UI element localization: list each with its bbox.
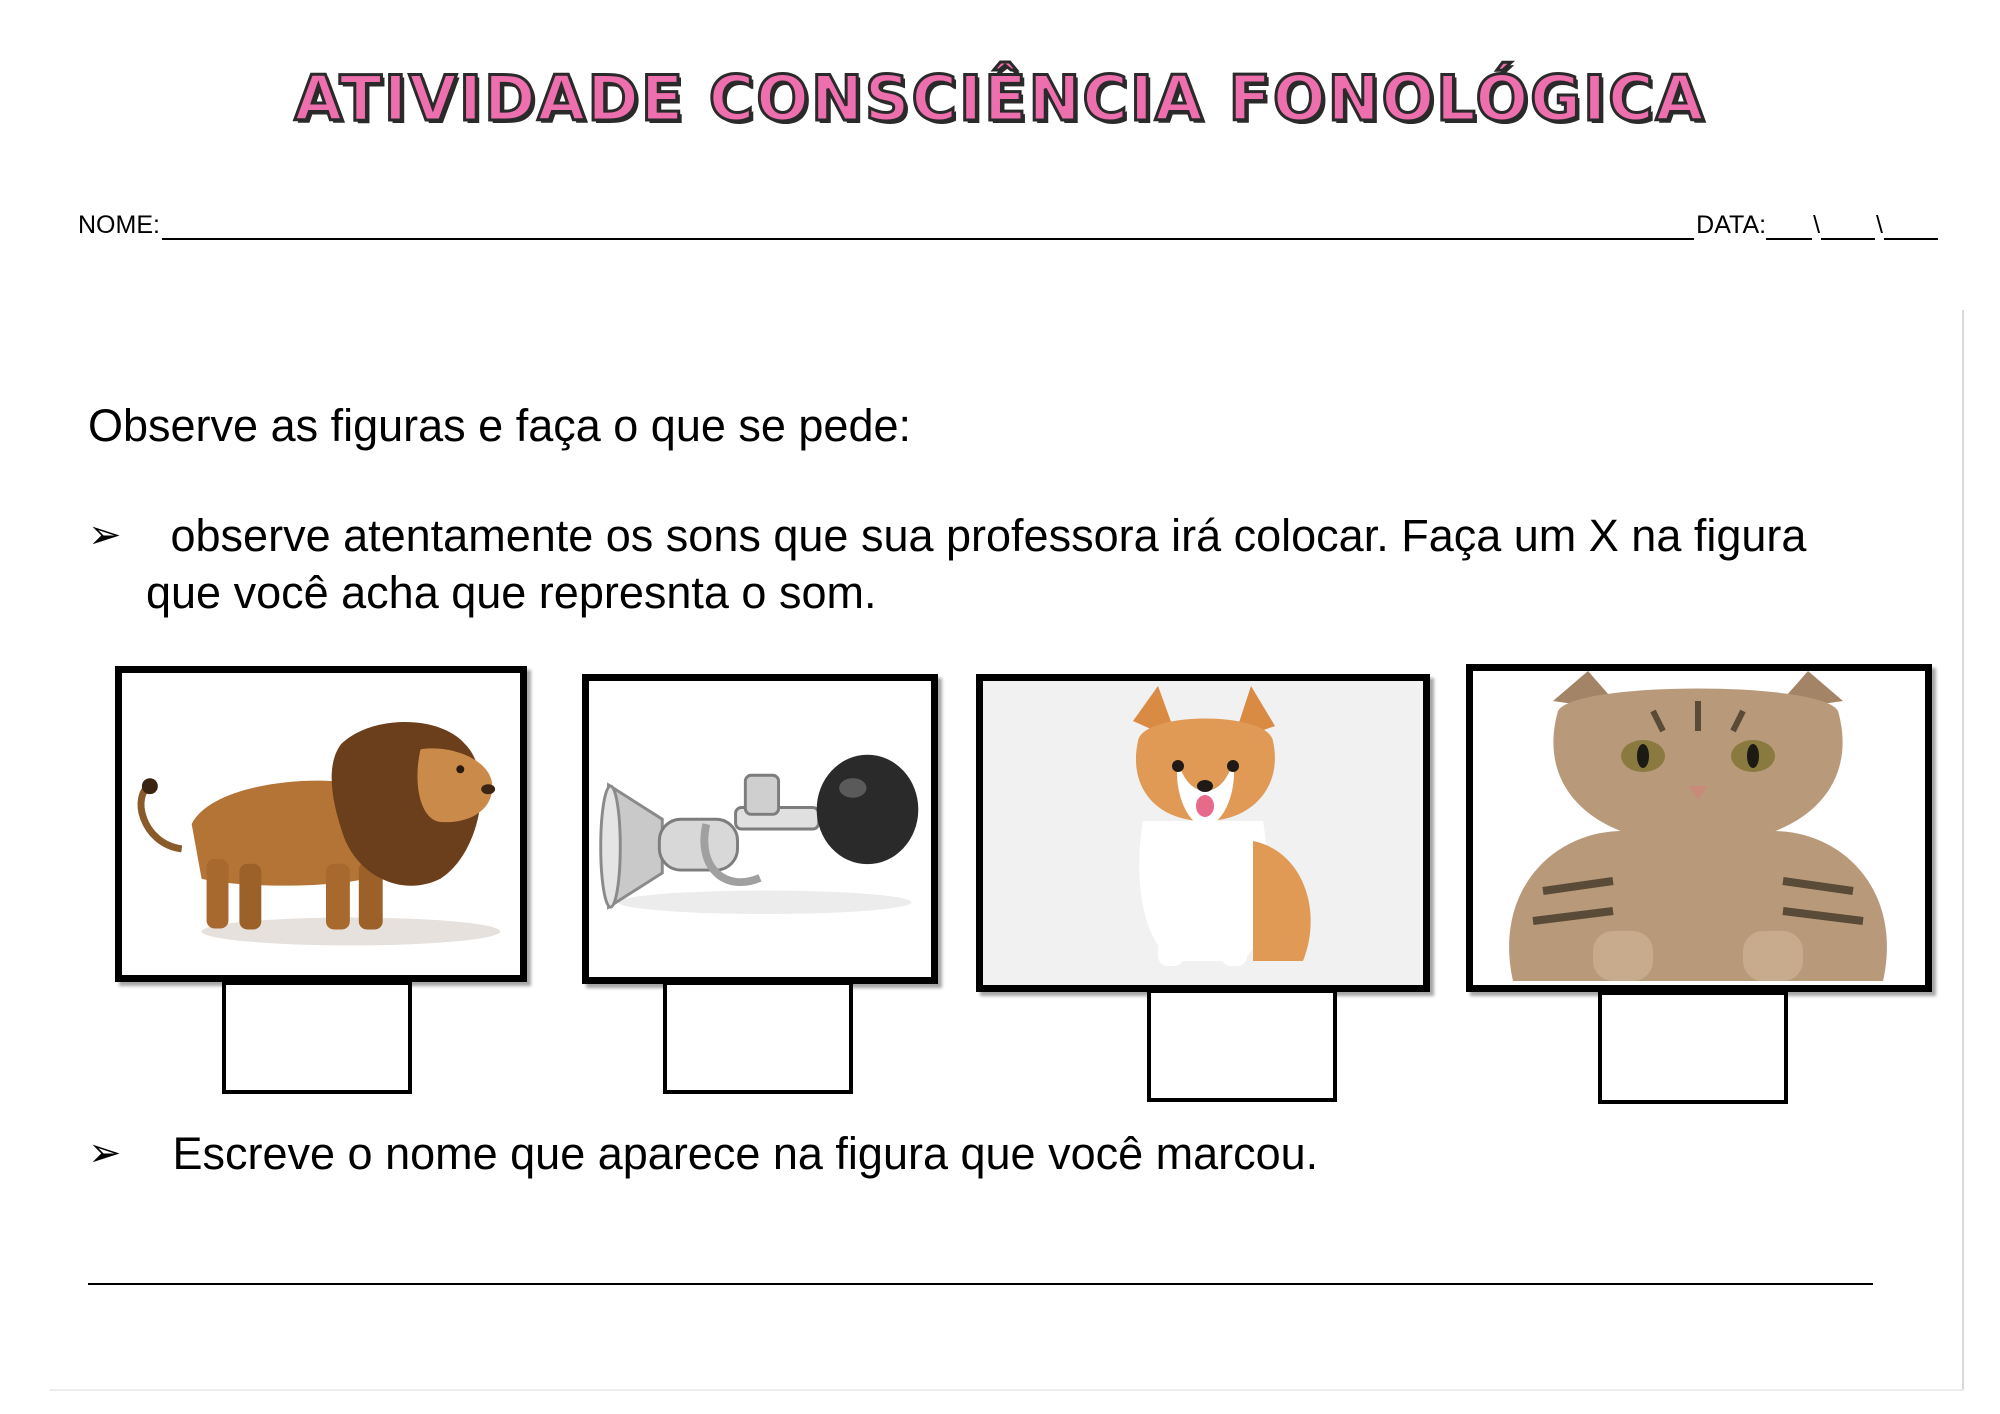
figure-dog[interactable] bbox=[976, 674, 1430, 992]
figure-horn[interactable] bbox=[582, 674, 938, 984]
date-day-blank[interactable] bbox=[1766, 216, 1812, 240]
bullet-1-line-2: que você acha que represnta o som. bbox=[146, 567, 877, 618]
figure-lion[interactable] bbox=[115, 666, 527, 982]
date-year-blank[interactable] bbox=[1884, 216, 1938, 240]
bullet-1-line-1: observe atentamente os sons que sua professora irá colocar. Faça um X na figura bbox=[158, 510, 1807, 561]
tabby-cat-icon bbox=[1473, 671, 1925, 985]
date-separator: \ bbox=[1876, 211, 1883, 239]
name-label: NOME: bbox=[78, 211, 160, 239]
page-title: ATIVIDADE CONSCIÊNCIA FONOLÓGICA bbox=[294, 62, 1706, 135]
instruction-bullet-1 bbox=[88, 507, 1958, 621]
instruction-bullet-2 bbox=[88, 1125, 1960, 1182]
answer-box-2[interactable] bbox=[663, 981, 853, 1094]
corgi-dog-icon bbox=[983, 681, 1423, 985]
answer-writing-line[interactable] bbox=[88, 1283, 1873, 1285]
name-blank[interactable] bbox=[162, 216, 1694, 240]
lion-icon bbox=[122, 673, 520, 975]
date-label: DATA: bbox=[1696, 211, 1767, 239]
date-separator: \ bbox=[1813, 211, 1821, 239]
answer-box-1[interactable] bbox=[222, 981, 412, 1094]
answer-box-4[interactable] bbox=[1598, 991, 1788, 1104]
student-info-line bbox=[78, 210, 1938, 240]
bicycle-horn-icon bbox=[589, 681, 931, 977]
page-border-right bbox=[1962, 310, 1964, 1390]
arrow-bullet-icon: ➢ bbox=[88, 1131, 122, 1175]
bullet-2-text: Escreve o nome que aparece na figura que você marcou. bbox=[160, 1128, 1319, 1179]
answer-box-3[interactable] bbox=[1147, 989, 1337, 1102]
instruction-intro: Observe as figuras e faça o que se pede: bbox=[88, 400, 912, 451]
figure-cat[interactable] bbox=[1466, 664, 1932, 992]
date-month-blank[interactable] bbox=[1821, 216, 1875, 240]
arrow-bullet-icon: ➢ bbox=[88, 513, 122, 557]
page-border-bottom bbox=[50, 1389, 1964, 1391]
